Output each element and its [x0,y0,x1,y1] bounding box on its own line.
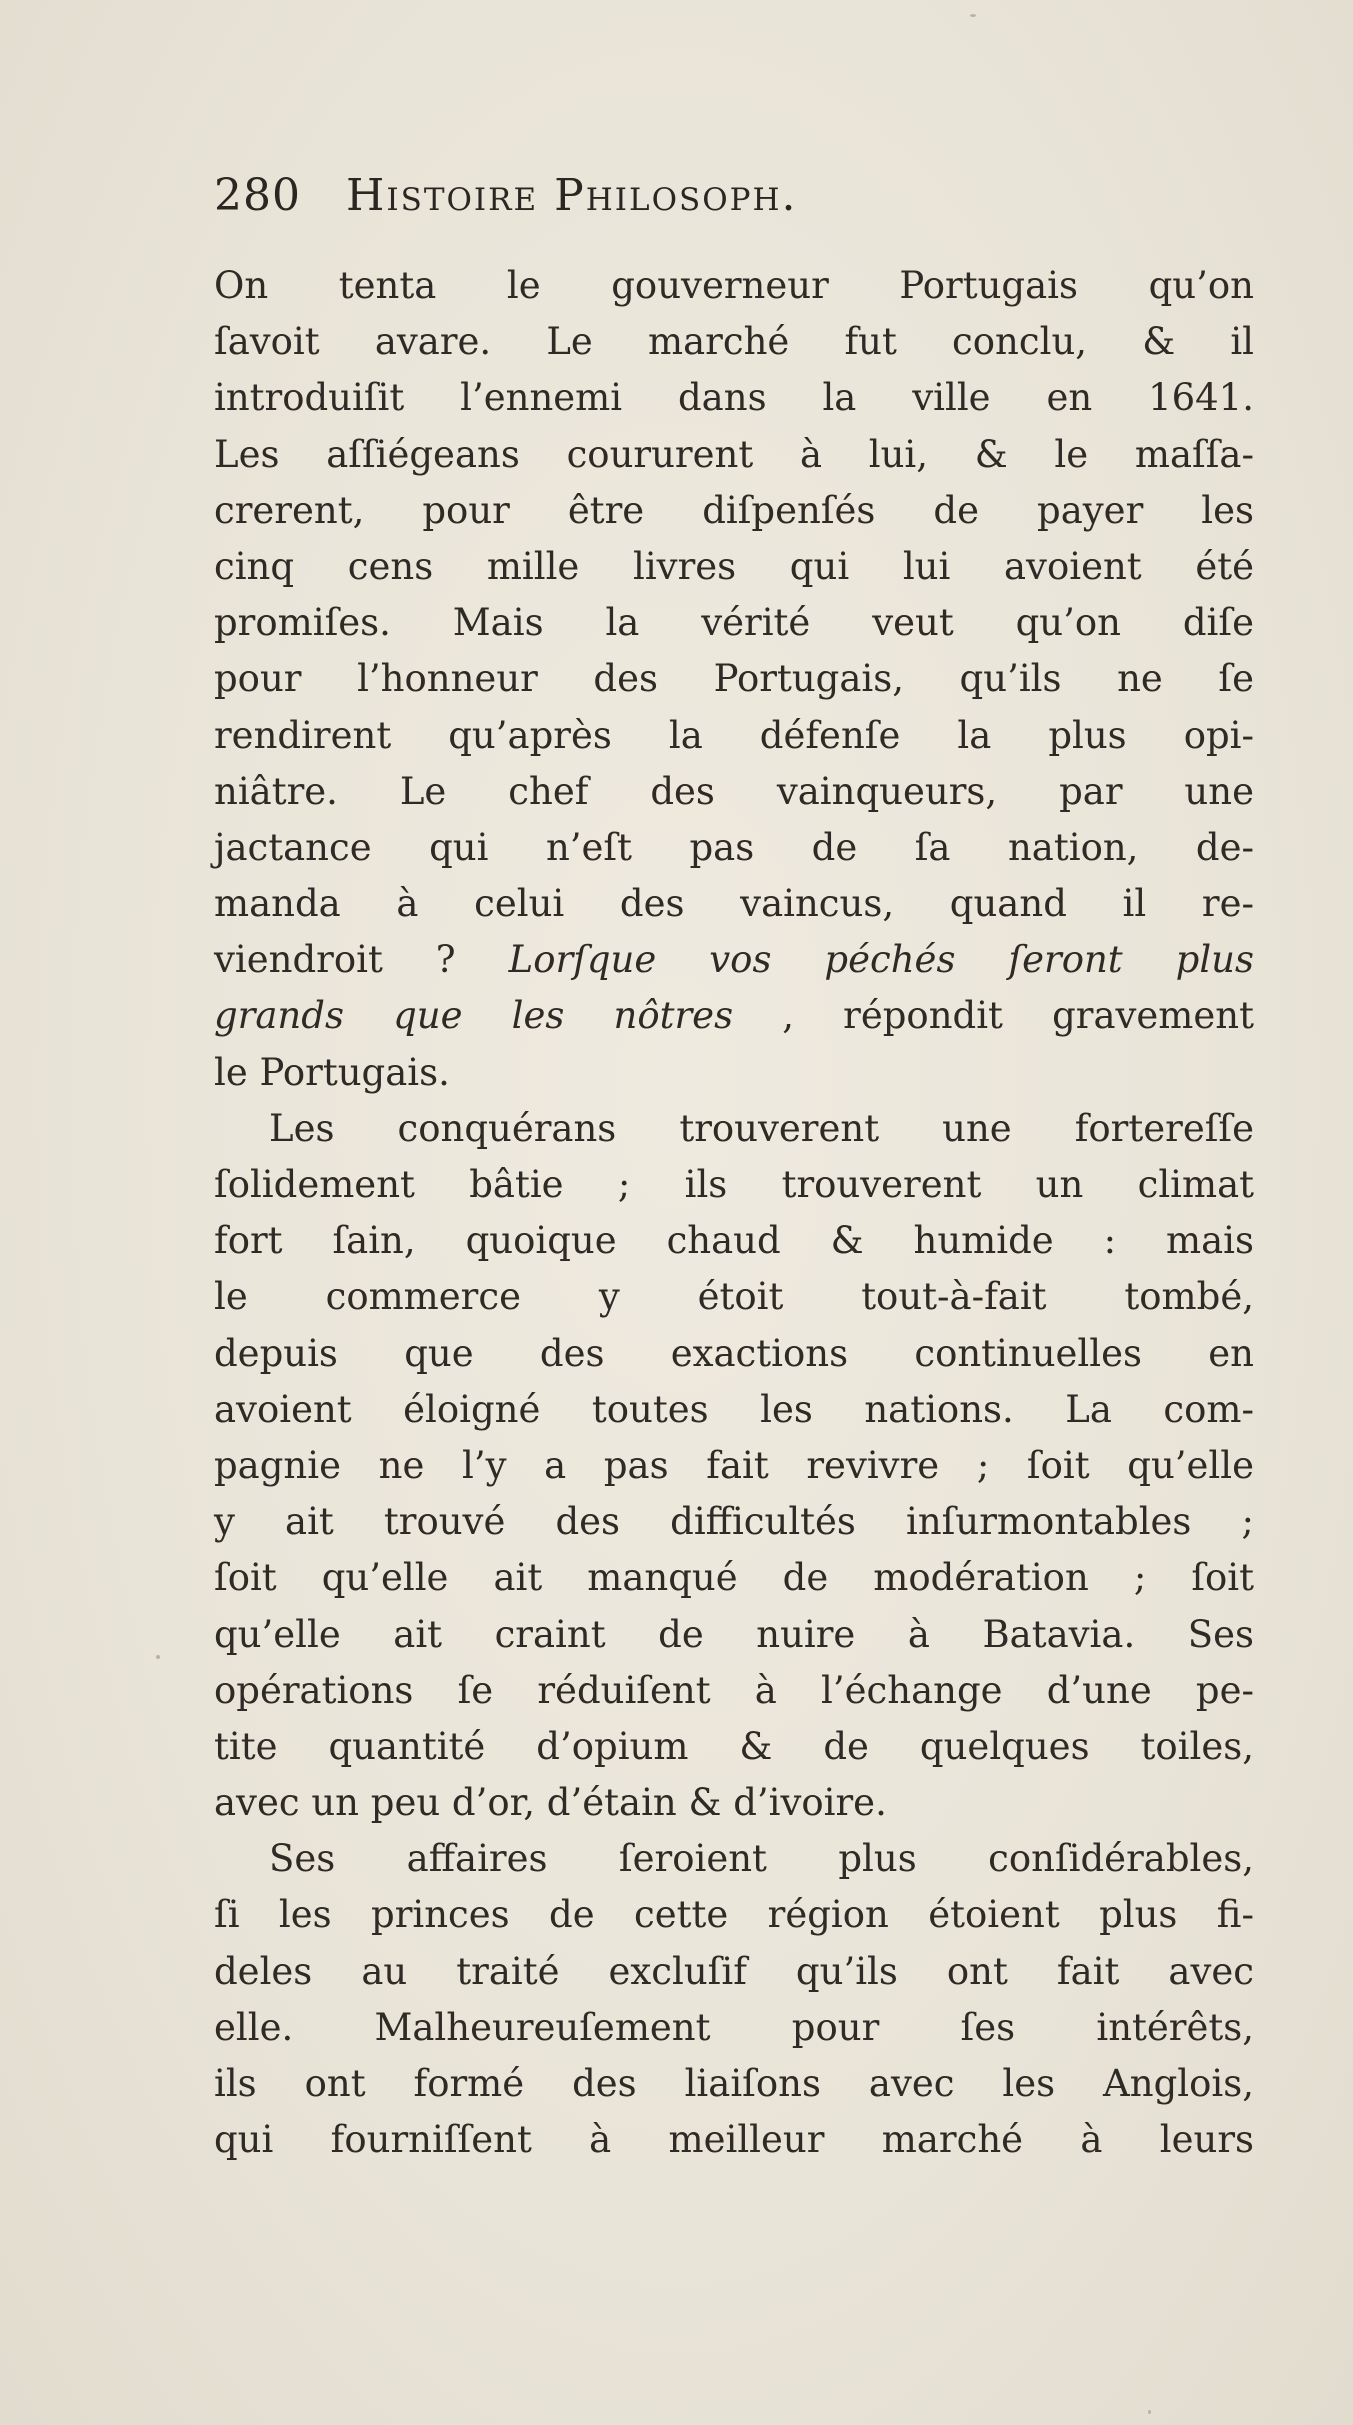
text-line: avoient éloigné toutes les nations. La com- [214,1387,1254,1431]
text-line: crerent, pour être diſpenſés de payer les [214,488,1254,532]
text-line: le commerce y étoit tout-à-fait tombé, [214,1275,1254,1319]
text-line: introduiſit l’ennemi dans la ville en 1641. [214,376,1254,420]
text-line: manda à celui des vaincus, quand il re- [214,882,1254,926]
text-line: depuis que des exactions continuelles en [214,1331,1254,1375]
text-line: Les aſſiégeans coururent à lui, & le maſſa- [214,432,1254,476]
text-line: y ait trouvé des difficultés inſurmontables ; [214,1500,1254,1544]
text-line: avec un peu d’or, d’étain & d’ivoire. [214,1781,887,1825]
italic-quote: Lorſque vos péchés ſeront plus [508,938,1254,982]
text-line: cinq cens mille livres qui lui avoient été [214,544,1254,588]
body-text [214,258,1254,2168]
text-line: opérations ſe réduiſent à l’échange d’une pe- [214,1668,1254,1712]
text-line: niâtre. Le chef des vainqueurs, par une [214,769,1254,813]
text-fragment: viendroit ? [214,938,456,982]
text-line: promiſes. Mais la vérité veut qu’on diſe [214,601,1254,645]
text-line: pour l’honneur des Portugais, qu’ils ne ſe [214,657,1254,701]
text-line: elle. Malheureuſement pour ſes intérêts, [214,2005,1254,2049]
text-line: pagnie ne l’y a pas fait revivre ; ſoit qu’elle [214,1443,1254,1487]
text-line: le Portugais. [214,1050,450,1094]
running-header [214,170,1214,240]
text-line: qu’elle ait craint de nuire à Batavia. Ses [214,1612,1254,1656]
text-line: fort ſain, quoique chaud & humide : mais [214,1219,1254,1263]
text-line: ſavoit avare. Le marché fut conclu, & il [214,320,1254,364]
text-line-mixed [214,932,1254,988]
text-line: qui fourniſſent à meilleur marché à leurs [214,2118,1254,2162]
paper-speck [156,1655,160,1659]
text-line: ils ont formé des liaiſons avec les Anglois, [214,2062,1254,2105]
text-line: Les conquérans trouverent une fortereſſe [269,1106,1254,1150]
text-line: ſolidement bâtie ; ils trouverent un climat [214,1163,1254,1206]
running-title: Histoire Philosoph. [345,170,798,221]
italic-quote: grands que les nôtres [214,994,734,1038]
text-fragment: , répondit gravement [782,994,1254,1038]
page-number: 280 [214,170,301,221]
text-line-mixed [214,988,1254,1044]
paper-speck [970,14,976,17]
text-line: Ses affaires ſeroient plus conſidérables, [269,1837,1254,1881]
text-line: tite quantité d’opium & de quelques toiles, [214,1724,1254,1768]
text-line: deles au traité excluſif qu’ils ont fait avec [214,1949,1254,1993]
text-line: rendirent qu’après la défenſe la plus opi- [214,713,1254,757]
text-line: ſoit qu’elle ait manqué de modération ; ſoit [214,1556,1254,1600]
paper-speck [1148,2410,1151,2414]
text-line: ſi les princes de cette région étoient plus fi- [214,1893,1254,1937]
text-line: jactance qui n’eſt pas de ſa nation, de- [214,825,1254,869]
text-line: On tenta le gouverneur Portugais qu’on [214,264,1254,307]
